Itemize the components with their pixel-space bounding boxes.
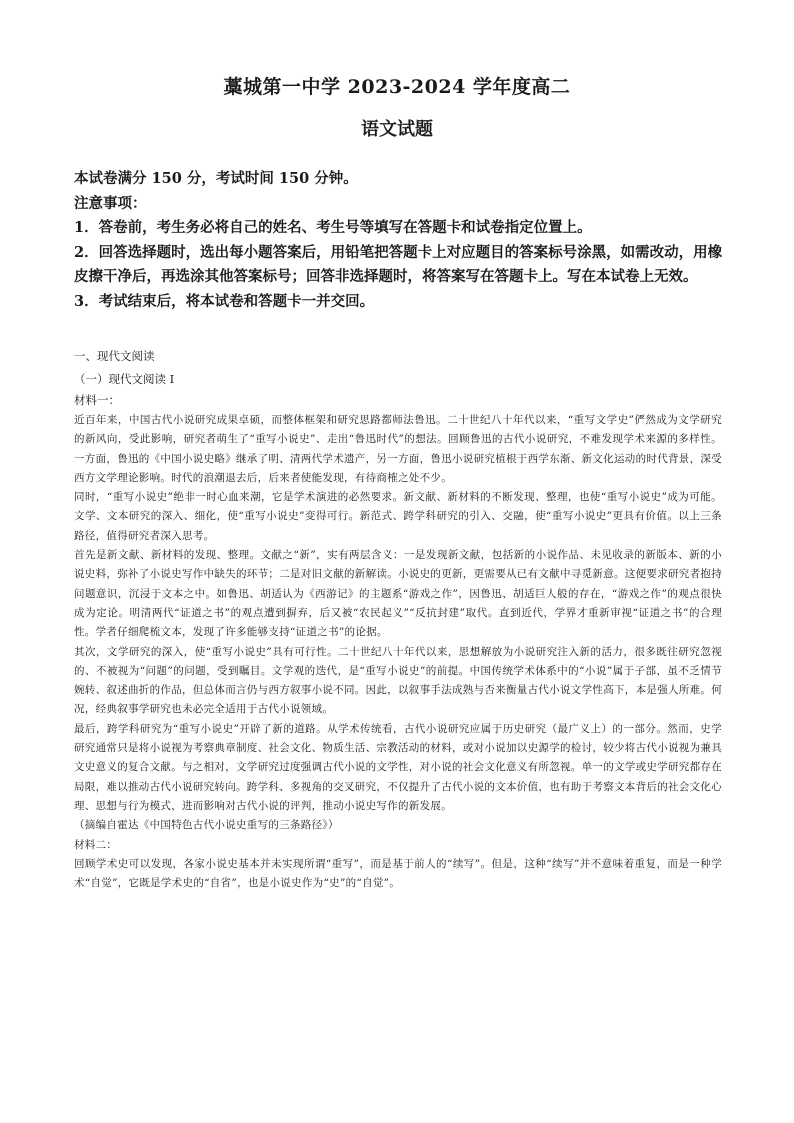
subsection-heading: （一）现代文阅读 I xyxy=(74,372,175,386)
score-time-note: 本试卷满分 150 分，考试时间 150 分钟。 xyxy=(74,170,358,187)
material-2-label: 材料二： xyxy=(74,838,118,851)
paragraph: 最后，跨学科研究为“重写小说史”开辟了新的道路。从学术传统看，古代小说研究应属于历史研究（最广义上）的一部分。然而，史学研究通常只是将小说视为考察典章制度、社会文化、物质生活、宗教活动的材料，或对小说加以史源学的检讨，较少将古代小说视为兼具文史意义的复合文献。与之相对，文学研究过度强调古代小说的文学性，对小说的社会文化意义有所忽视。单一的文学或史学研究都存在局限，难以推动古代小说研究转向。跨学科、多视角的交叉研究，不仅提升了古代小说的文本价值，也有助于考察文本背后的社会文化心理、思想与行为模式，进而影响对古代小说的评判，推动小说史写作的新发展。 xyxy=(74,722,722,812)
notice-item-1: 1．答卷前，考生务必将自己的姓名、考生号等填写在答题卡和试卷指定位置上。 xyxy=(74,219,592,236)
paragraph: 同时，“重写小说史”绝非一时心血来潮，它是学术演进的必然要求。新文献、新材料的不断发现、整理，也使“重写小说史”成为可能。文学、文本研究的深入、细化，使“重写小说史”变得可行。新范式、跨学科研究的引入、交融，使“重写小说史”更具有价值。以上三条路径，值得研究者深入思考。 xyxy=(74,491,722,542)
exam-notice xyxy=(74,167,724,314)
exam-subject: 语文试题 xyxy=(361,119,433,140)
material-1-body xyxy=(74,411,722,893)
notice-item-3: 3．考试结束后，将本试卷和答题卡一并交回。 xyxy=(74,292,375,310)
section-heading: 一、现代文阅读 xyxy=(74,349,155,363)
paragraph: 其次，文学研究的深入，使“重写小说史”具有可行性。二十世纪八十年代以来，思想解放为小说研究注入新的活力，很多既往研究忽视的、不被视为“问题”的问题，受到瞩目。文学观的迭代，是“重写小说史”的前提。中国传统学术体系中的“小说”属于子部，虽不乏情节婉转、叙述曲折的作品，但总体而言仍与西方叙事小说不同。因此，以叙事手法成熟与否来衡量古代小说文学性高下，本是强人所难。何况，经典叙事学研究也未必完全适用于古代小说领域。 xyxy=(74,645,722,716)
paragraph: 近百年来，中国古代小说研究成果卓硕，而整体框架和研究思路都师法鲁迅。二十世纪八十年代以来，“重写文学史”俨然成为文学研究的新风向，受此影响，研究者萌生了“重写小说史”、走出“鲁迅时代”的想法。回顾鲁迅的古代小说研究，不难发现学术来源的多样性。一方面，鲁迅的《中国小说史略》继承了明、清两代学术遗产，另一方面，鲁迅小说研究植根于西学东渐、新文化运动的时代背景，深受西方文学理论影响。时代的浪潮退去后，后来者使能发现，有待商榷之处不少。 xyxy=(74,414,722,484)
exam-title: 藁城第一中学 2023-2024 学年度高二 xyxy=(223,76,571,98)
paragraph: 首先是新文献、新材料的发现、整理。文献之“新”，实有两层含义：一是发现新文献，包括新的小说作品、未见收录的新版本、新的小说史料，弥补了小说史写作中缺失的环节；二是对旧文献的新解读。小说史的更新，更需要从已有文献中寻觅新意。这便要求研究者抱持问题意识，沉浸于文本之中。如鲁迅、胡适认为《西游记》的主题系“游戏之作”，因鲁迅、胡适巨人般的存在，“游戏之作”的观点很快成为定论。明清两代“证道之书”的观点遭到摒弃，后又被“农民起义”“反抗封建”取代。直到近代，学界才重新审视“证道之书”的合理性。学者仔细爬梳文本，发现了许多能够支持“证道之书”的论据。 xyxy=(74,549,722,639)
paragraph: 回顾学术史可以发现，各家小说史基本并未实现所谓“重写”，而是基于前人的“续写”。但是，这种“续写”并不意味着重复，而是一种学术“自觉”，它既是学术史的“自省”，也是小说史作为“史”的“自觉”。 xyxy=(74,857,722,890)
source-citation: （摘编自霍达《中国特色古代小说史重写的三条路径》） xyxy=(74,819,339,832)
material-1-label: 材料一： xyxy=(74,393,120,407)
notice-item-2: 2．回答选择题时，选出每小题答案后，用铅笔把答题卡上对应题目的答案标号涂黑，如需改动，用橡皮擦干净后，再选涂其他答案标号；回答非选择题时，将答案写在答题卡上。写在本试卷上无效。 xyxy=(74,243,723,285)
notice-heading: 注意事项： xyxy=(74,194,147,212)
